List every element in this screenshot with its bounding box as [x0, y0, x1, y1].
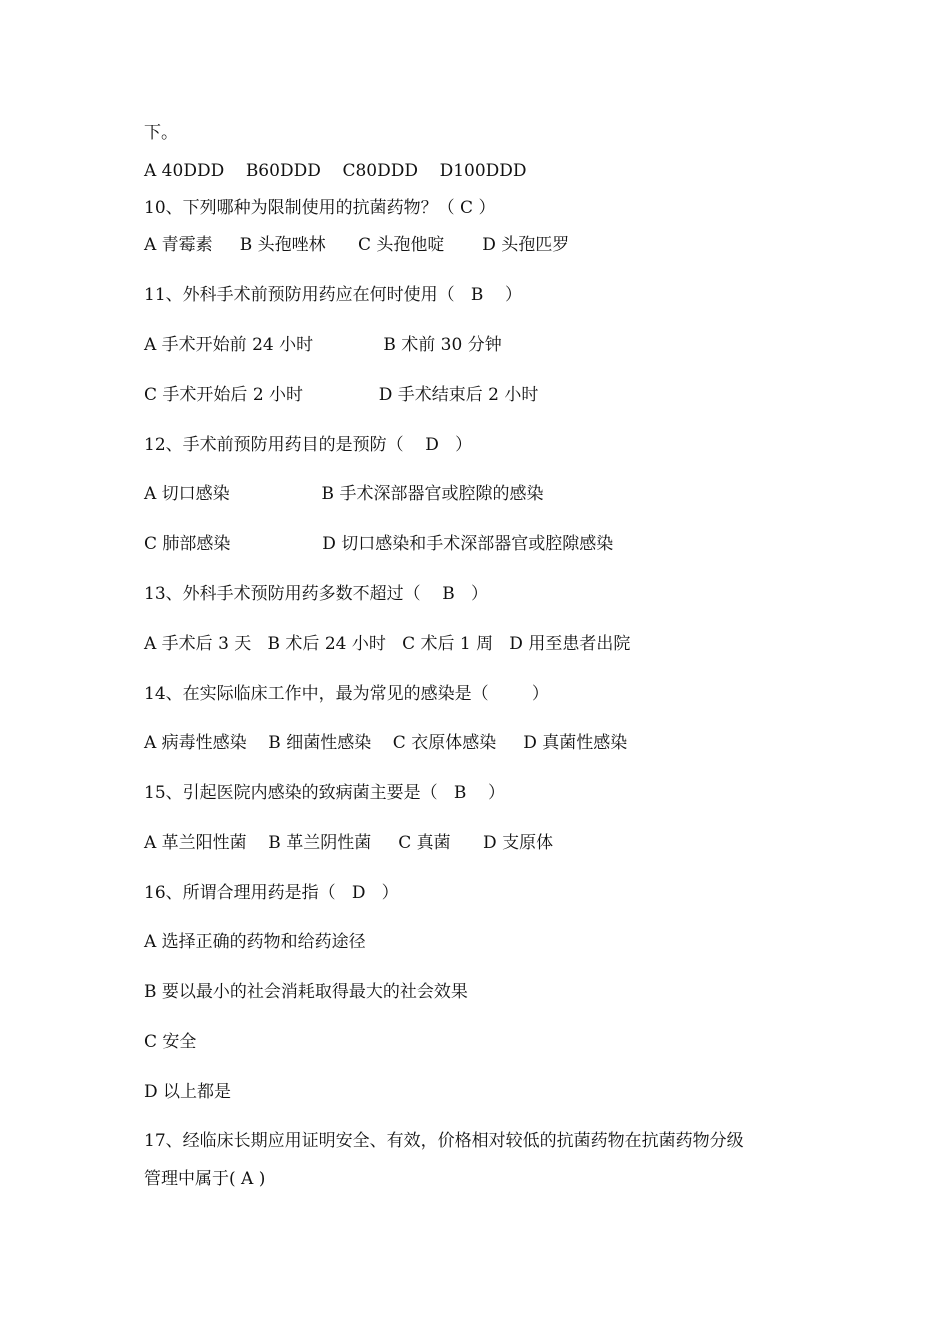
options-14: A 病毒性感染 B 细菌性感染 C 衣原体感染 D 真菌性感染	[144, 733, 628, 753]
options-13: A 手术后 3 天 B 术后 24 小时 C 术后 1 周 D 用至患者出院	[144, 634, 631, 654]
question-17: 17、经临床长期应用证明安全、有效，价格相对较低的抗菌药物在抗菌药物分级	[144, 1131, 744, 1151]
question-15: 15、引起医院内感染的致病菌主要是（ B ）	[144, 783, 505, 803]
option-16-d: D 以上都是	[144, 1082, 232, 1102]
question-14: 14、在实际临床工作中，最为常见的感染是（ ）	[144, 684, 549, 704]
text-line: A 40DDD B60DDD C80DDD D100DDD	[144, 161, 527, 181]
question-10: 10、下列哪种为限制使用的抗菌药物？（ C ）	[144, 198, 496, 218]
option-16-c: C 安全	[144, 1032, 197, 1052]
question-16: 16、所谓合理用药是指（ D ）	[144, 883, 399, 903]
question-12: 12、手术前预防用药目的是预防（ D ）	[144, 435, 473, 455]
option-16-a: A 选择正确的药物和给药途径	[144, 932, 366, 952]
options-10: A 青霉素 B 头孢唑林 C 头孢他啶 D 头孢匹罗	[144, 235, 570, 255]
options-12-cd: C 肺部感染 D 切口感染和手术深部器官或腔隙感染	[144, 534, 614, 554]
text-line: 下。	[144, 123, 178, 143]
question-13: 13、外科手术预防用药多数不超过（ B ）	[144, 584, 488, 604]
options-12-ab: A 切口感染 B 手术深部器官或腔隙的感染	[144, 484, 544, 504]
question-11: 11、外科手术前预防用药应在何时使用（ B ）	[144, 285, 522, 305]
option-16-b: B 要以最小的社会消耗取得最大的社会效果	[144, 982, 468, 1002]
options-15: A 革兰阳性菌 B 革兰阴性菌 C 真菌 D 支原体	[144, 833, 554, 853]
question-17-cont: 管理中属于( A )	[144, 1169, 266, 1189]
options-11-cd: C 手术开始后 2 小时 D 手术结束后 2 小时	[144, 385, 539, 405]
options-11-ab: A 手术开始前 24 小时 B 术前 30 分钟	[144, 335, 502, 355]
